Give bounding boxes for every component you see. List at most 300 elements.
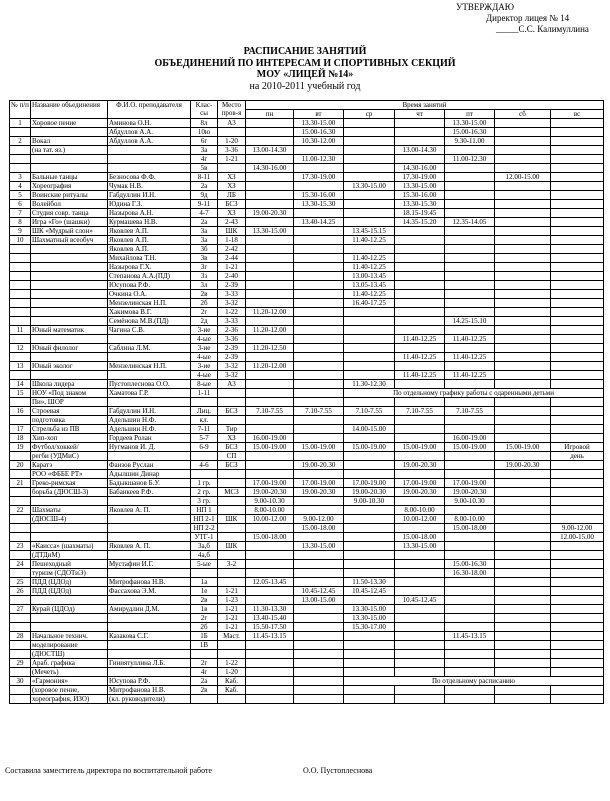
table-row [10,326,604,335]
cell-class: НП 2-1 [191,515,218,524]
cell-tue: 15.00-18.00 [294,524,344,533]
table-row [10,443,604,452]
cell-thu [395,686,445,695]
cell-tue [294,695,344,704]
cell-num [10,695,31,704]
cell-thu: 19.00-20.30 [395,461,445,470]
table-row [10,416,604,425]
cell-teacher [108,551,191,560]
cell-wed: По отдельному графику работы с одаренными детьми [344,389,604,398]
cell-place: БСЗ [218,461,246,470]
cell-place: 2-43 [218,218,246,227]
cell-fri [445,191,495,200]
cell-tue: 9.00-12.00 [294,515,344,524]
cell-fri: 11.45-13.15 [445,632,495,641]
cell-place [218,695,246,704]
cell-sat [495,281,551,290]
cell-fri [445,236,495,245]
cell-wed [344,218,395,227]
cell-tue [294,452,344,461]
cell-class: 4-ые [191,371,218,380]
cell-fri [445,344,495,353]
table-row [10,677,604,686]
cell-name: борьба (ДЮСШ-3) [31,488,108,497]
cell-mon [246,290,294,299]
cell-fri [445,308,495,317]
cell-tue: 19.00-20.30 [294,461,344,470]
cell-name: «Каисса» (шахматы) [31,542,108,551]
cell-fri: 9.30-11.00 [445,137,495,146]
cell-wed: 11.30-12.30 [344,380,395,389]
cell-tue [294,605,344,614]
cell-num [10,623,31,632]
cell-thu: 13.30-15.00 [395,542,445,551]
cell-class: 2д [191,317,218,326]
cell-tue: 17.00-19.00 [294,479,344,488]
cell-tue: 10.30-12.00 [294,137,344,146]
cell-fri [445,245,495,254]
cell-thu [395,524,445,533]
cell-place: 1-23 [218,596,246,605]
cell-fri: 16.30-18.00 [445,569,495,578]
cell-name [31,299,108,308]
cell-name: ПДД (ЦДОд) [31,587,108,596]
table-row [10,182,604,191]
cell-wed: 13.30-15.00 [344,614,395,623]
cell-place: Каб. [218,686,246,695]
cell-fri [445,452,495,461]
table-row [10,542,604,551]
cell-place [218,164,246,173]
cell-class: 2в [191,290,218,299]
cell-sun [551,686,604,695]
cell-thu: 10.00-12.00 [395,515,445,524]
cell-mon: 11.20-12.00 [246,326,294,335]
cell-wed [344,200,395,209]
cell-tue [294,290,344,299]
cell-tue [294,362,344,371]
table-row [10,569,604,578]
cell-place: 1-21 [218,155,246,164]
cell-name [31,164,108,173]
cell-wed: 13.30-15.00 [344,182,395,191]
cell-name [31,353,108,362]
cell-sun [551,200,604,209]
cell-tue [294,281,344,290]
cell-name: Вокал [31,137,108,146]
cell-sun [551,560,604,569]
cell-wed [344,542,395,551]
cell-fri: 11.40-12.25 [445,371,495,380]
cell-sun [551,506,604,515]
cell-wed: 17.00-19.00 [344,479,395,488]
table-row [10,362,604,371]
cell-wed [344,515,395,524]
cell-class: 1В [191,641,218,650]
cell-num: 11 [10,326,31,335]
cell-tue [294,146,344,155]
cell-place: 1-21 [218,623,246,632]
cell-sat [495,659,551,668]
document-title [0,46,610,92]
cell-num [10,155,31,164]
cell-name: Студия совр. танца [31,209,108,218]
cell-wed: 13.05-13.45 [344,281,395,290]
cell-num [10,335,31,344]
cell-mon [246,254,294,263]
cell-num [10,497,31,506]
table-row [10,281,604,290]
cell-wed [344,452,395,461]
cell-sun [551,164,604,173]
cell-thu [395,398,445,407]
cell-name: туризм (СДОТиЭ) [31,569,108,578]
table-row [10,668,604,677]
cell-sat [495,479,551,488]
cell-thu [395,317,445,326]
cell-place: 3-32 [218,299,246,308]
cell-tue [294,254,344,263]
cell-place: 3-2 [218,560,246,569]
cell-thu: 11.40-12.25 [395,371,445,380]
cell-name: Школа лидера [31,380,108,389]
cell-mon: 11.20-12.50 [246,344,294,353]
cell-name: Юный филолог [31,344,108,353]
cell-teacher [108,614,191,623]
cell-sat [495,506,551,515]
table-row [10,632,604,641]
cell-num: 22 [10,506,31,515]
table-row [10,533,604,542]
cell-mon [246,155,294,164]
cell-tue: 15.30-16.00 [294,191,344,200]
cell-name: Каратэ [31,461,108,470]
cell-place [218,524,246,533]
cell-sat [495,434,551,443]
cell-mon [246,524,294,533]
cell-num [10,398,31,407]
cell-teacher: Абдуллов А.А. [108,137,191,146]
cell-name: моделирование [31,641,108,650]
cell-sun [551,119,604,128]
cell-wed: 11.50-13.30 [344,578,395,587]
cell-teacher [108,155,191,164]
cell-mon [246,677,294,686]
cell-name [31,155,108,164]
cell-num: 3 [10,173,31,182]
cell-sun [551,407,604,416]
cell-wed [344,155,395,164]
cell-mon [246,569,294,578]
cell-sun [551,137,604,146]
cell-sat [495,650,551,659]
cell-wed: 14.00-15.00 [344,425,395,434]
cell-thu [395,614,445,623]
table-row [10,245,604,254]
cell-wed [344,533,395,542]
cell-tue [294,668,344,677]
cell-class: 4г [191,155,218,164]
cell-sat [495,290,551,299]
cell-teacher: Бадыкшанов Б.У. [108,479,191,488]
title-line-1: РАСПИСАНИЕ ЗАНЯТИЙ [243,46,367,57]
table-row [10,173,604,182]
cell-num: 24 [10,560,31,569]
cell-sat [495,362,551,371]
cell-wed [344,164,395,173]
cell-place [218,650,246,659]
cell-wed [344,326,395,335]
cell-teacher: Мензелинская Н.П. [108,299,191,308]
cell-fri: 15.00-16.30 [445,560,495,569]
cell-class: 3з [191,272,218,281]
cell-class: 3 гр. [191,497,218,506]
cell-mon [246,182,294,191]
cell-class: 8л [191,119,218,128]
cell-sun [551,461,604,470]
cell-thu [395,416,445,425]
cell-num [10,569,31,578]
cell-teacher [108,371,191,380]
cell-thu: 8.00-10.00 [395,506,445,515]
cell-class: 4-7 [191,209,218,218]
header-teacher: Ф.И.О. преподавателя [108,101,191,119]
title-line-4: на 2010-2011 учебный год [249,80,361,92]
cell-mon [246,335,294,344]
cell-fri: 15.00-18.00 [445,524,495,533]
cell-name: хореография, ИЗО) [31,695,108,704]
cell-class: 3а [191,146,218,155]
cell-wed: 16.40-17.25 [344,299,395,308]
cell-tue: 19.00-20.30 [294,488,344,497]
cell-place [218,551,246,560]
cell-wed [344,551,395,560]
cell-sun [551,299,604,308]
table-row [10,209,604,218]
table-row [10,578,604,587]
cell-num: 12 [10,344,31,353]
cell-num [10,146,31,155]
table-row [10,686,604,695]
cell-teacher: Юсупова Р.Ф. [108,281,191,290]
cell-wed [344,344,395,353]
cell-wed: 19.00-20.30 [344,488,395,497]
cell-teacher: Юсупова Р.Ф. [108,677,191,686]
cell-wed [344,560,395,569]
cell-name: Игра «Го» (шашки) [31,218,108,227]
table-row [10,371,604,380]
cell-sun [551,605,604,614]
cell-place: МСЗ [218,488,246,497]
cell-name [31,317,108,326]
cell-place [218,128,246,137]
table-row [10,425,604,434]
cell-place: 3-33 [218,317,246,326]
cell-fri [445,533,495,542]
cell-class: 2г [191,614,218,623]
cell-place: СП [218,452,246,461]
cell-place [218,506,246,515]
cell-fri [445,578,495,587]
cell-class: 3б [191,245,218,254]
cell-class: 3а [191,227,218,236]
cell-sun [551,479,604,488]
cell-sat [495,407,551,416]
cell-thu: 11.40-12.25 [395,353,445,362]
cell-num: 21 [10,479,31,488]
cell-wed [344,146,395,155]
cell-name: (ДЮСТШ) [31,650,108,659]
cell-num: 4 [10,182,31,191]
cell-mon [246,686,294,695]
cell-tue: 13.00-15.00 [294,596,344,605]
table-row [10,488,604,497]
cell-tue [294,641,344,650]
cell-tue: 10.45-12.45 [294,587,344,596]
cell-place [218,533,246,542]
cell-wed [344,686,395,695]
cell-mon [246,218,294,227]
cell-name: «Гармония» [31,677,108,686]
cell-sun [551,155,604,164]
cell-class: НП 2-2 [191,524,218,533]
cell-sun [551,254,604,263]
cell-name [31,371,108,380]
cell-mon [246,641,294,650]
table-row [10,128,604,137]
cell-tue [294,569,344,578]
cell-thu: 15.00-18.00 [395,533,445,542]
cell-teacher: Юдина Г.З. [108,200,191,209]
cell-sun [551,416,604,425]
cell-sat [495,236,551,245]
cell-sat [495,623,551,632]
cell-name [31,524,108,533]
table-row [10,227,604,236]
cell-name: Начальное технич. [31,632,108,641]
cell-mon: 15.00-19.00 [246,443,294,452]
cell-name: (ДЮСШ-4) [31,515,108,524]
cell-name: РОО «ФББЕ РТ» [31,470,108,479]
cell-teacher: Яковлев А. П. [108,506,191,515]
cell-name: (ДТДиМ) [31,551,108,560]
cell-name: (Мечеть) [31,668,108,677]
table-row [10,506,604,515]
cell-teacher: Яковлев А.П. [108,227,191,236]
cell-teacher [108,650,191,659]
cell-mon [246,380,294,389]
cell-sun [551,191,604,200]
cell-teacher: Габдуллин И.Н. [108,191,191,200]
cell-mon: 8.00-10.00 [246,506,294,515]
cell-sun [551,497,604,506]
cell-wed: 7.10-7.55 [344,407,395,416]
cell-fri [445,398,495,407]
cell-num [10,245,31,254]
cell-class: 1е [191,587,218,596]
cell-place: БСЗ [218,407,246,416]
cell-thu: 13.00-14.30 [395,146,445,155]
cell-num: 17 [10,425,31,434]
table-row [10,596,604,605]
cell-tue [294,614,344,623]
cell-place: ЛБ [218,191,246,200]
cell-mon: 13.00-14.30 [246,146,294,155]
cell-wed [344,317,395,326]
cell-sun [551,425,604,434]
cell-num [10,551,31,560]
cell-num: 23 [10,542,31,551]
cell-num [10,353,31,362]
cell-num [10,254,31,263]
cell-tue [294,209,344,218]
cell-wed [344,335,395,344]
cell-mon [246,542,294,551]
cell-num [10,614,31,623]
cell-num [10,281,31,290]
cell-sat [495,191,551,200]
cell-fri [445,551,495,560]
cell-place: ХЗ [218,173,246,182]
cell-class: 3а [191,236,218,245]
table-row [10,695,604,704]
cell-sat [495,182,551,191]
cell-num [10,488,31,497]
cell-num: 29 [10,659,31,668]
cell-name: Хореография [31,182,108,191]
cell-thu: 13.30-15.30 [395,200,445,209]
cell-mon [246,299,294,308]
cell-thu [395,155,445,164]
cell-num [10,299,31,308]
cell-wed [344,632,395,641]
cell-thu: 15.00-19.00 [395,443,445,452]
cell-sat [495,596,551,605]
cell-thu [395,299,445,308]
approval-block [456,2,589,35]
cell-teacher [108,398,191,407]
cell-name: Хоровое пение [31,119,108,128]
cell-num [10,641,31,650]
cell-mon [246,137,294,146]
cell-thu [395,632,445,641]
cell-fri [445,263,495,272]
cell-num [10,596,31,605]
cell-place: 2-42 [218,245,246,254]
cell-place: 1-21 [218,263,246,272]
cell-sat [495,344,551,353]
cell-place [218,569,246,578]
cell-tue [294,650,344,659]
cell-teacher [108,497,191,506]
cell-thu [395,128,445,137]
cell-mon [246,263,294,272]
cell-class: 1-11 [191,389,218,398]
cell-fri: 13.30-15.00 [445,119,495,128]
cell-sun [551,551,604,560]
cell-teacher [108,164,191,173]
cell-name: Юный эколог [31,362,108,371]
cell-sat [495,605,551,614]
cell-class: 2г [191,308,218,317]
cell-fri [445,272,495,281]
cell-fri [445,461,495,470]
cell-class [191,695,218,704]
cell-class: 2г [191,659,218,668]
cell-teacher: Чагина С.В. [108,326,191,335]
cell-num: 15 [10,389,31,398]
cell-sun [551,281,604,290]
